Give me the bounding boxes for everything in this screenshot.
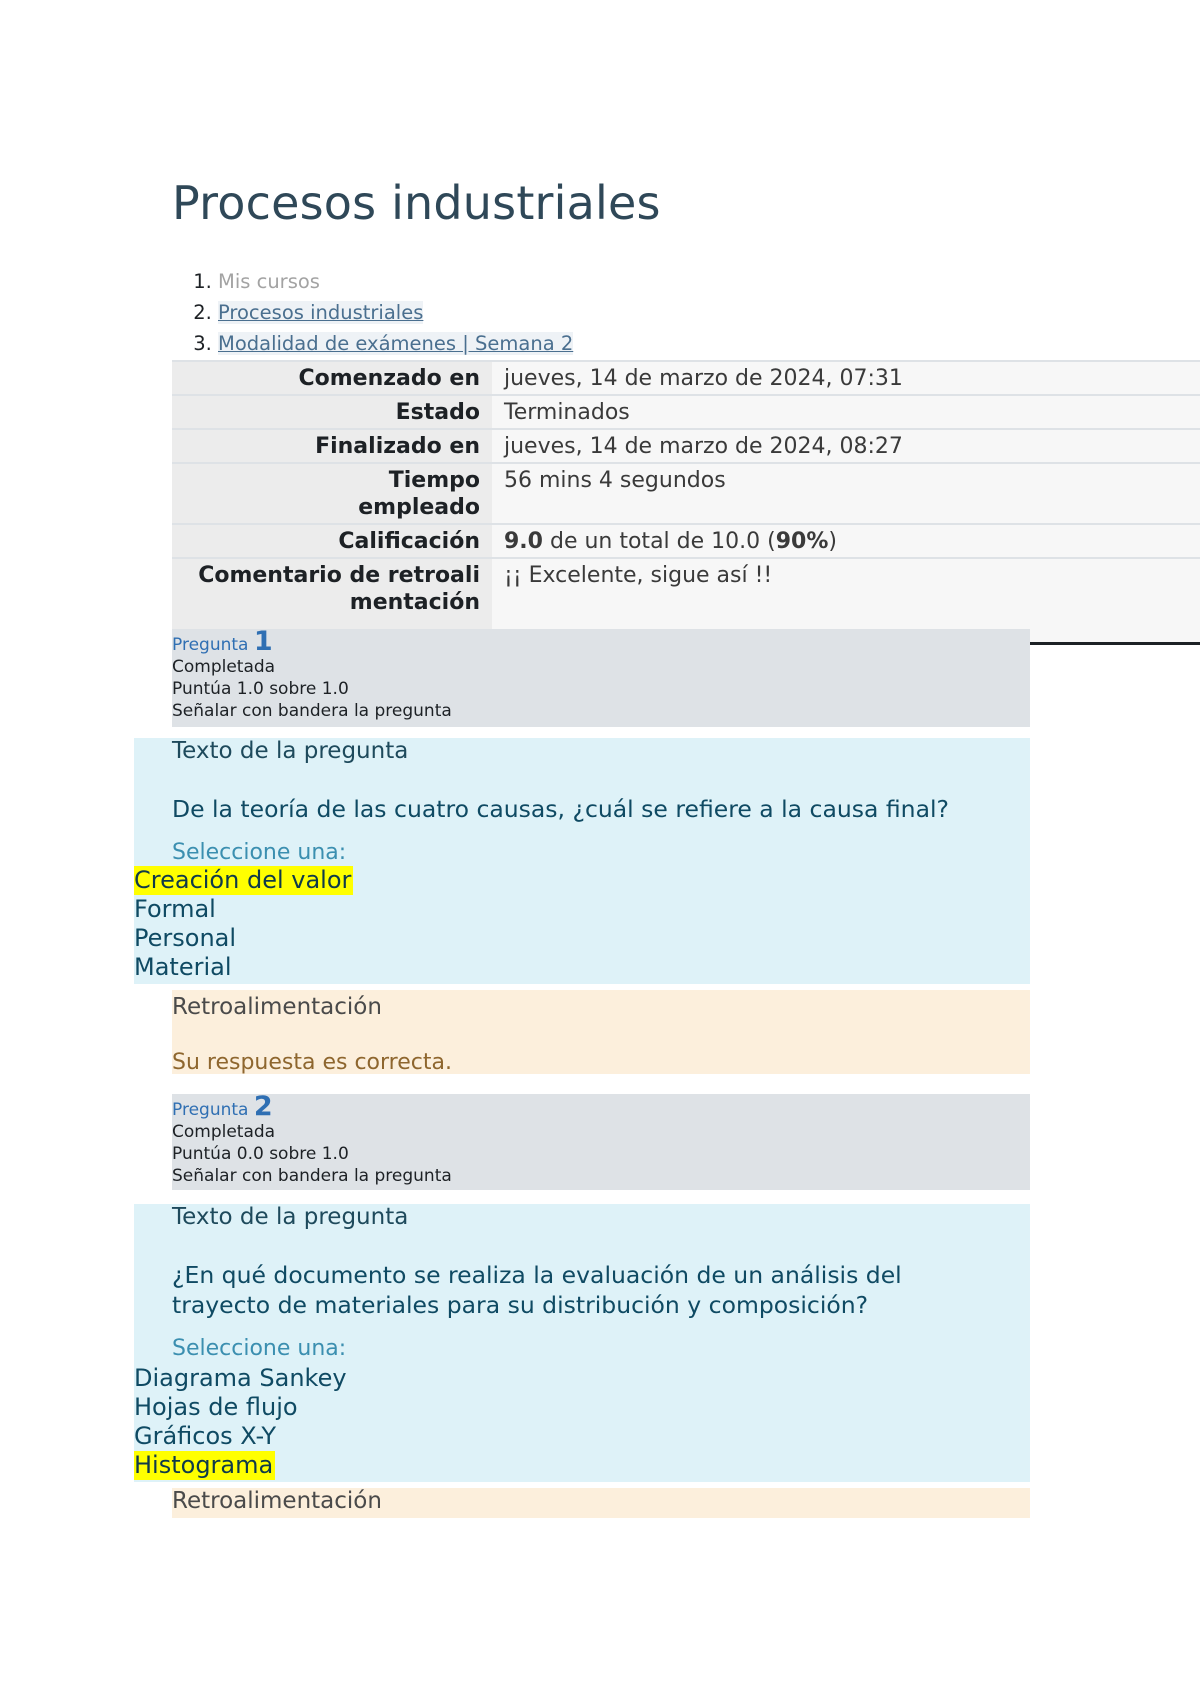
- answer-list: [134, 1364, 347, 1480]
- summary-row-grade: [172, 524, 1200, 558]
- summary-label: Comentario de retroalimentación: [172, 558, 492, 644]
- flag-question-link[interactable]: Señalar con bandera la pregunta: [172, 701, 452, 721]
- breadcrumb-item[interactable]: [218, 328, 573, 359]
- question-number-value: 2: [253, 1091, 273, 1122]
- question-content: [134, 1204, 1030, 1482]
- answer-option[interactable]: [134, 1422, 347, 1451]
- answer-option-label[interactable]: Gráficos X-Y: [134, 1422, 277, 1450]
- breadcrumb-link-exam[interactable]: Modalidad de exámenes | Semana 2: [218, 332, 574, 355]
- attempt-summary-table: [172, 360, 1200, 645]
- answer-list: [134, 866, 353, 982]
- answer-option-label[interactable]: Material: [134, 953, 232, 981]
- answer-prompt: Seleccione una:: [172, 1336, 347, 1361]
- answer-option-label[interactable]: Hojas de flujo: [134, 1393, 298, 1421]
- summary-label: Estado: [172, 395, 492, 429]
- answer-option[interactable]: [134, 866, 353, 895]
- summary-value: jueves, 14 de marzo de 2024, 07:31: [492, 361, 1200, 395]
- grade-text-end: ): [828, 529, 837, 554]
- question-grade: Puntúa 1.0 sobre 1.0: [172, 679, 349, 699]
- question-text: ¿En qué documento se realiza la evaluación de un análisis del trayecto de materiales para su distribución y composición?: [172, 1261, 902, 1319]
- answer-option-label[interactable]: Personal: [134, 924, 237, 952]
- answer-option-label[interactable]: Histograma: [134, 1451, 274, 1479]
- question-number: [172, 626, 1030, 657]
- summary-value: 56 mins 4 segundos: [492, 463, 1200, 524]
- answer-option[interactable]: [134, 895, 353, 924]
- answer-option-label[interactable]: Formal: [134, 895, 216, 923]
- summary-row-started: [172, 361, 1200, 395]
- breadcrumb-link-mis-cursos[interactable]: Mis cursos: [218, 270, 320, 293]
- question-number: [172, 1091, 1030, 1122]
- summary-value: ¡¡ Excelente, sigue así !!: [492, 558, 1200, 644]
- feedback-text: Su respuesta es correcta.: [172, 1050, 452, 1075]
- answer-option-label[interactable]: Creación del valor: [134, 866, 352, 894]
- question-feedback: [172, 1488, 1030, 1518]
- question-info: [172, 1091, 1030, 1190]
- question-info: [172, 626, 1030, 727]
- answer-option[interactable]: [134, 1393, 347, 1422]
- summary-label: Comenzado en: [172, 361, 492, 395]
- answer-option-label[interactable]: Diagrama Sankey: [134, 1364, 347, 1392]
- question-label: Pregunta: [172, 1100, 249, 1120]
- question-text-heading: Texto de la pregunta: [172, 738, 409, 764]
- question-feedback: [172, 990, 1030, 1074]
- question-label: Pregunta: [172, 635, 249, 655]
- question-grade: Puntúa 0.0 sobre 1.0: [172, 1144, 349, 1164]
- question-text: De la teoría de las cuatro causas, ¿cuál se refiere a la causa final?: [172, 795, 949, 823]
- feedback-heading: Retroalimentación: [172, 1488, 382, 1514]
- breadcrumb-link-course[interactable]: Procesos industriales: [218, 301, 424, 324]
- summary-label: Finalizado en: [172, 429, 492, 463]
- summary-label: Calificación: [172, 524, 492, 558]
- grade-percent: 90%: [775, 529, 829, 554]
- answer-option[interactable]: [134, 953, 353, 982]
- breadcrumb-item[interactable]: [218, 266, 573, 297]
- summary-label: Tiempo empleado: [172, 463, 492, 524]
- grade-text: de un total de 10.0 (: [542, 529, 776, 554]
- summary-row-finished: [172, 429, 1200, 463]
- answer-option[interactable]: [134, 924, 353, 953]
- summary-row-time: [172, 463, 1200, 524]
- summary-value: Terminados: [492, 395, 1200, 429]
- feedback-heading: Retroalimentación: [172, 994, 382, 1020]
- summary-row-state: [172, 395, 1200, 429]
- question-content: [134, 738, 1030, 984]
- answer-option[interactable]: [134, 1364, 347, 1393]
- question-text-heading: Texto de la pregunta: [172, 1204, 409, 1230]
- page-title: Procesos industriales: [172, 176, 661, 230]
- summary-value: [492, 524, 1200, 558]
- flag-question-link[interactable]: Señalar con bandera la pregunta: [172, 1166, 452, 1186]
- question-state: Completada: [172, 1122, 276, 1142]
- summary-value: jueves, 14 de marzo de 2024, 08:27: [492, 429, 1200, 463]
- question-state: Completada: [172, 657, 276, 677]
- answer-prompt: Seleccione una:: [172, 840, 347, 865]
- breadcrumb: [172, 266, 573, 359]
- question-number-value: 1: [253, 626, 273, 657]
- grade-score: 9.0: [504, 529, 543, 554]
- breadcrumb-item[interactable]: [218, 297, 573, 328]
- answer-option[interactable]: [134, 1451, 347, 1480]
